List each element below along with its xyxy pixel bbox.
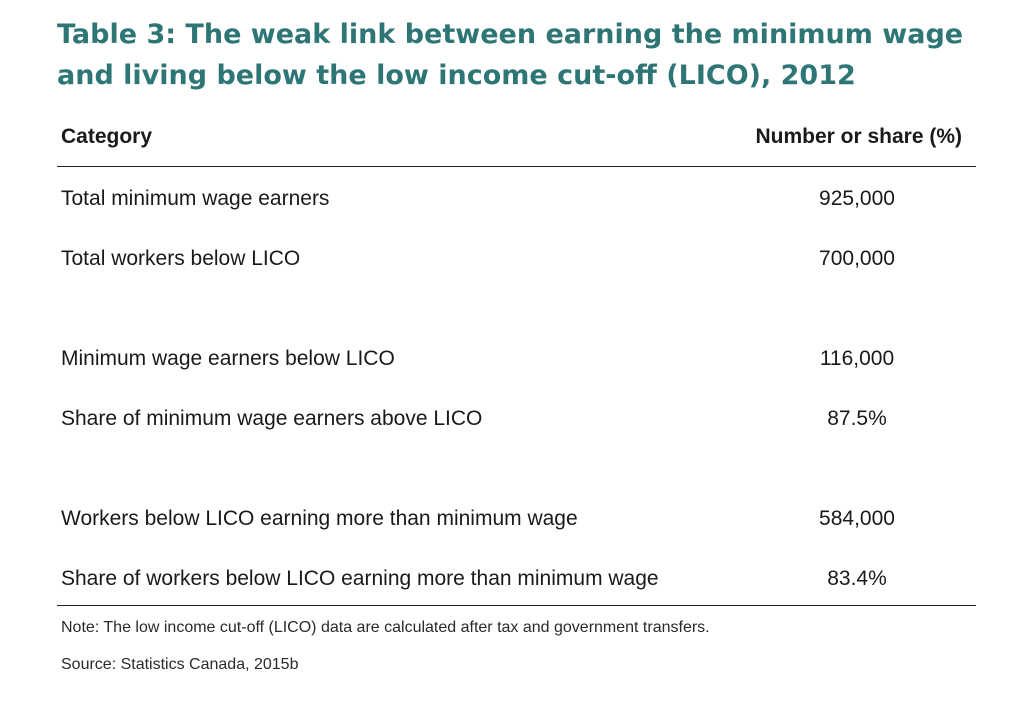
table-row bbox=[57, 184, 976, 214]
table-title: Table 3: The weak link between earning the minimum wage and living below the low income cut-off (LICO), 2012 bbox=[57, 19, 964, 91]
table-note: Note: The low income cut-off (LICO) data are calculated after tax and government transfers. bbox=[61, 619, 710, 636]
row-value: 87.5% bbox=[827, 407, 887, 430]
row-label: Minimum wage earners below LICO bbox=[61, 347, 395, 370]
header-divider bbox=[57, 166, 976, 167]
table-row bbox=[57, 244, 976, 274]
row-value: 116,000 bbox=[819, 347, 895, 370]
row-label: Share of workers below LICO earning more than minimum wage bbox=[61, 567, 659, 590]
row-value: 925,000 bbox=[819, 187, 895, 210]
table-row bbox=[57, 564, 976, 594]
table-row bbox=[57, 344, 976, 374]
table-source: Source: Statistics Canada, 2015b bbox=[61, 656, 299, 673]
column-header-value: Number or share (%) bbox=[755, 125, 962, 148]
row-label: Workers below LICO earning more than minimum wage bbox=[61, 507, 578, 530]
column-header-category: Category bbox=[61, 125, 153, 148]
row-label: Total workers below LICO bbox=[61, 247, 301, 270]
footer-divider bbox=[57, 605, 976, 606]
row-value: 83.4% bbox=[827, 567, 887, 590]
row-label: Share of minimum wage earners above LICO bbox=[61, 407, 483, 430]
row-value: 584,000 bbox=[819, 507, 895, 530]
row-value: 700,000 bbox=[819, 247, 895, 270]
table-row bbox=[57, 504, 976, 534]
table-row bbox=[57, 404, 976, 434]
row-label: Total minimum wage earners bbox=[61, 187, 330, 210]
